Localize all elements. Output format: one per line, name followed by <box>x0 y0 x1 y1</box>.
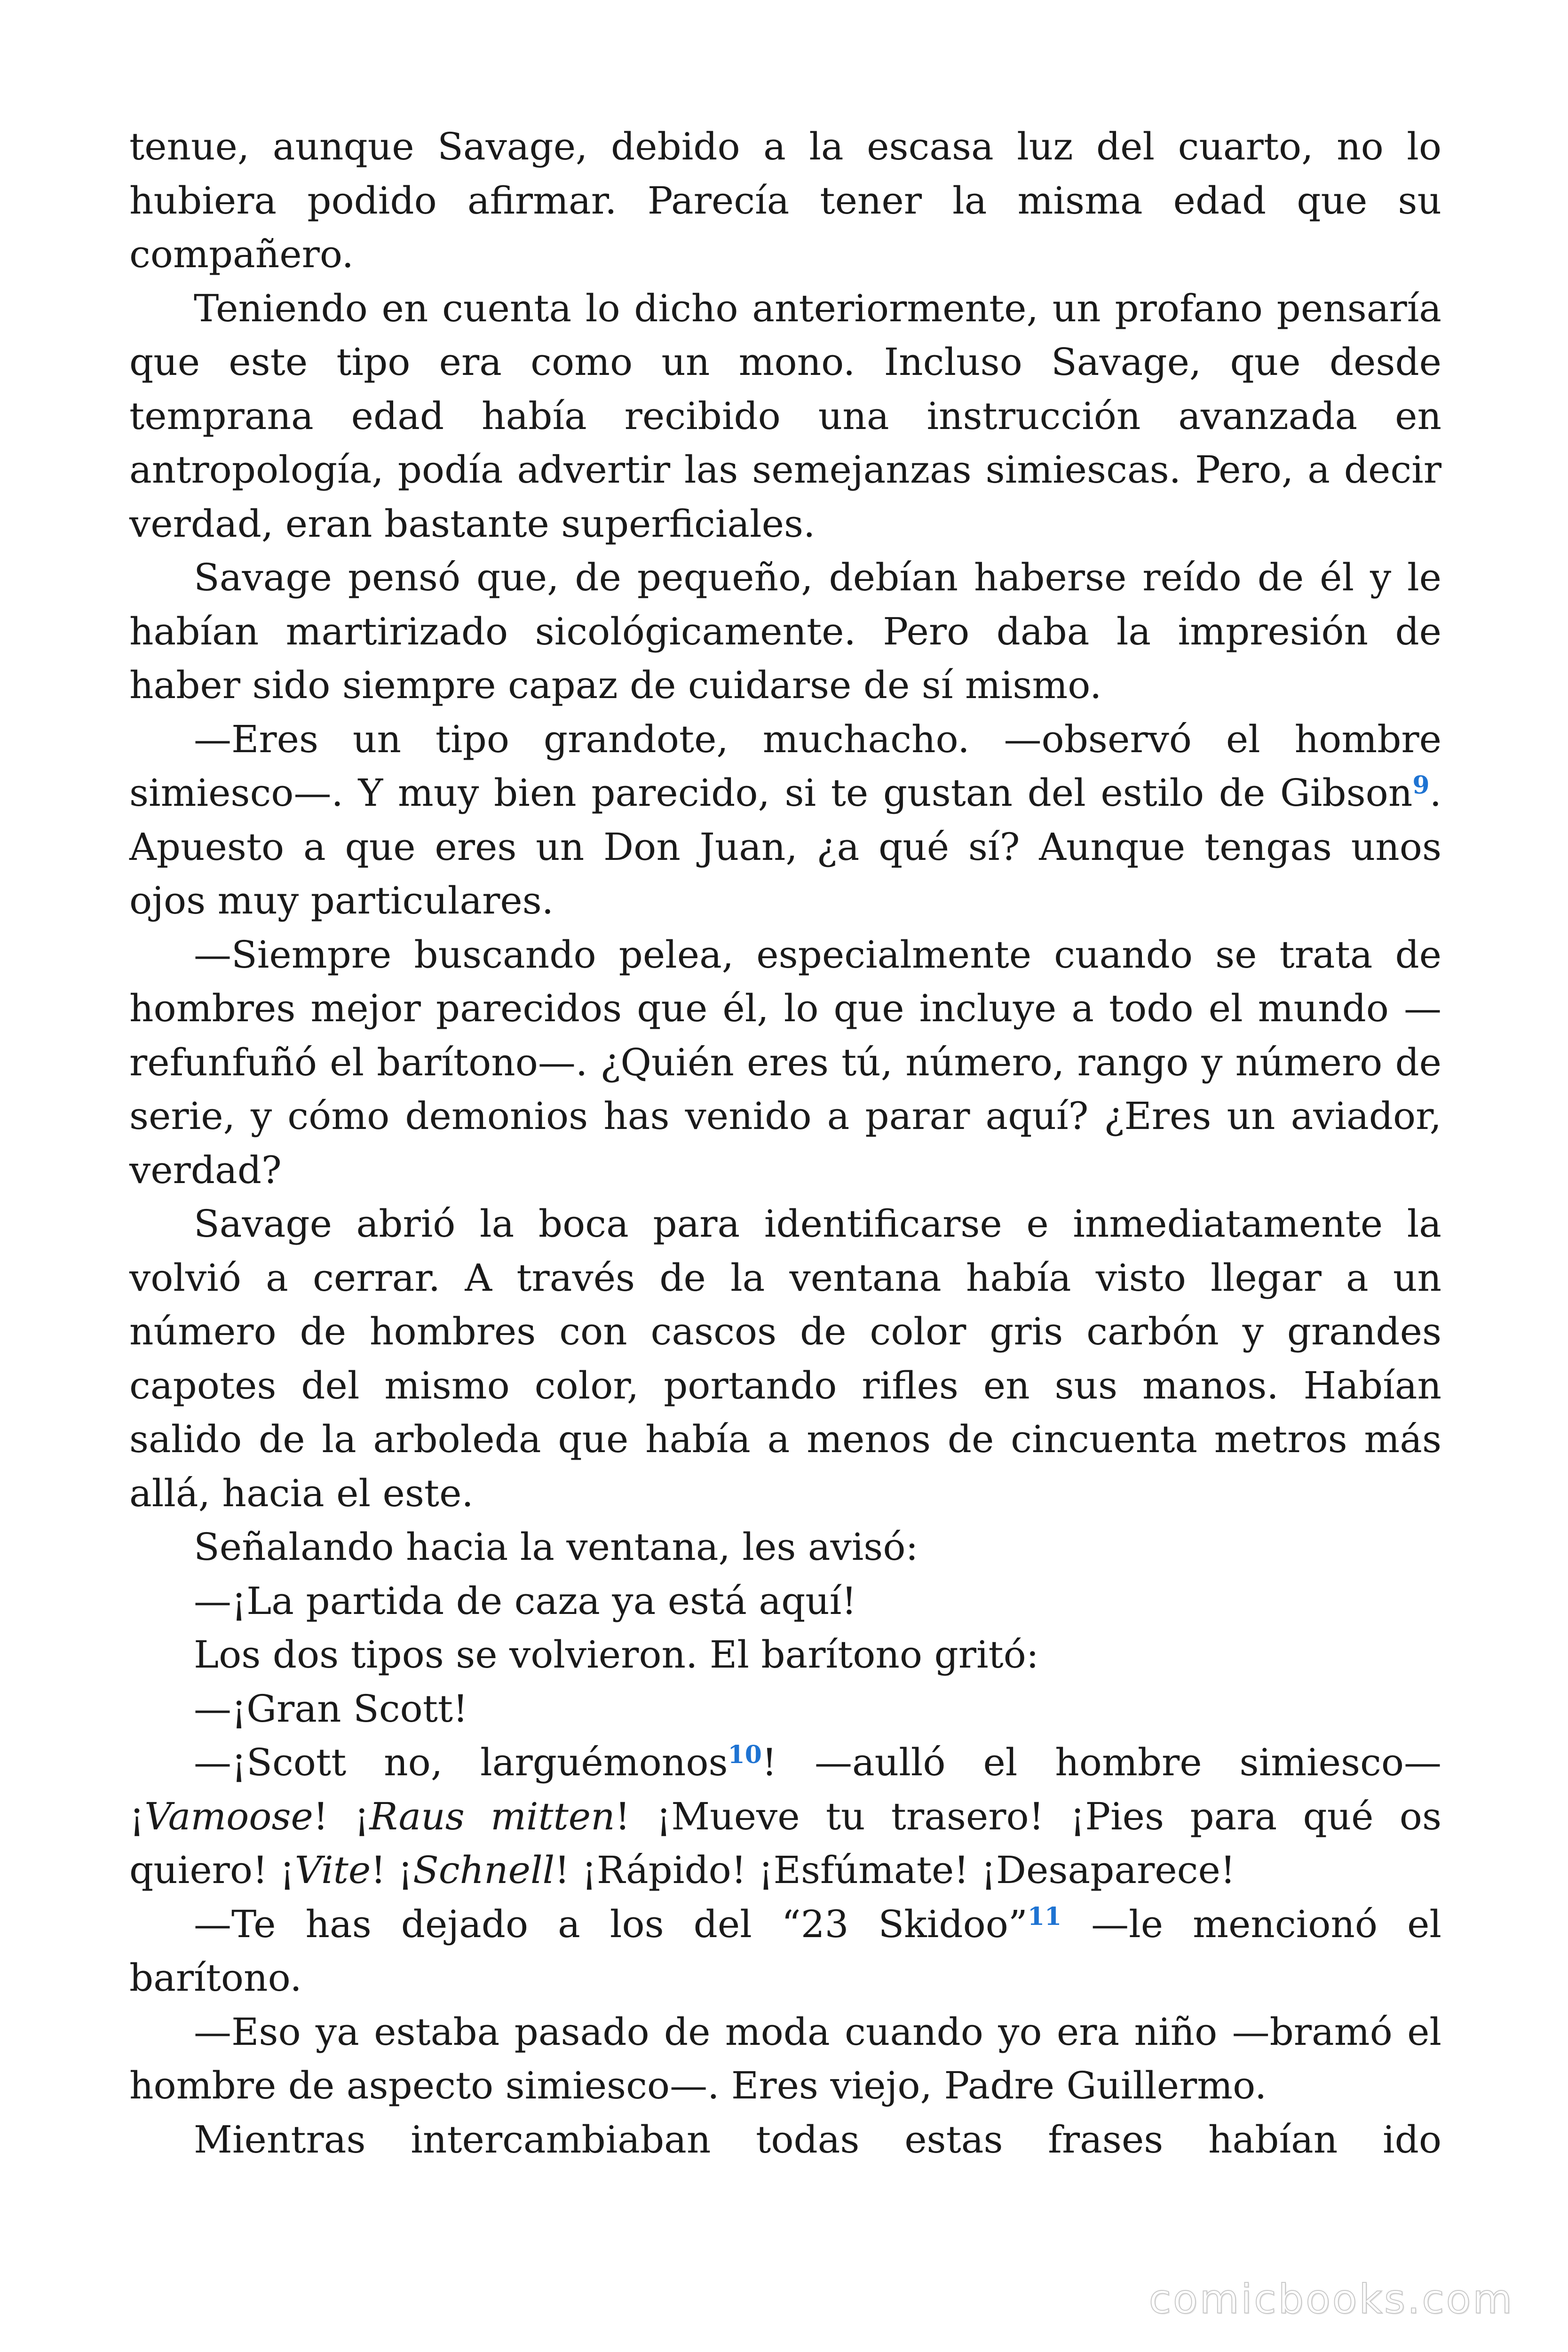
paragraph <box>129 928 1441 1198</box>
paragraph <box>129 1574 1441 1629</box>
body-text <box>129 120 1441 2167</box>
text-run: ! ¡Rápido! ¡Esfúmate! ¡Desaparece! <box>554 1848 1235 1892</box>
paragraph <box>129 1736 1441 1898</box>
text-run: —le mencionó el barítono. <box>129 1902 1442 2000</box>
italic-text: Raus mitten <box>369 1794 615 1838</box>
paragraph <box>129 713 1441 928</box>
footnote-link[interactable]: 9 <box>1412 771 1430 800</box>
italic-text: Schnell <box>412 1848 555 1892</box>
paragraph <box>129 1628 1441 1682</box>
paragraph <box>129 1898 1441 2005</box>
footnote-link[interactable]: 10 <box>728 1740 762 1769</box>
text-run: ! ¡Mueve tu trasero! ¡Pies para qué os quiero! ¡ <box>129 1794 1442 1892</box>
text-run: Mientras intercambiaban todas estas frases habían ido <box>194 2117 1441 2161</box>
text-run: Señalando hacia la ventana, les avisó: <box>194 1525 919 1569</box>
paragraph <box>129 1682 1441 1736</box>
text-run: ! ¡ <box>313 1794 370 1838</box>
italic-text: Vite <box>294 1848 371 1892</box>
text-run: Teniendo en cuenta lo dicho anteriormente, un profano pensaría que este tipo era como un mono. Incluso Savage, que desde temprana edad había recibido una instrucción avanzada en antropología, podía advertir las semejanzas simiescas. Pero, a decir verdad, eran bastante superficiales. <box>129 286 1441 546</box>
text-run: —Siempre buscando pelea, especialmente cuando se trata de hombres mejor parecidos que él, lo que incluye a todo el mundo —refunfuñó el barítono—. ¿Quién eres tú, número, rango y número de serie, y cómo demonios has venido a parar aquí? ¿Eres un aviador, verdad? <box>129 932 1441 1192</box>
paragraph <box>129 2113 1441 2167</box>
text-run: ! —aulló el hombre simiesco— ¡ <box>129 1740 1441 1838</box>
paragraph <box>129 551 1441 713</box>
text-run: tenue, aunque Savage, debido a la escasa luz del cuarto, no lo hubiera podido afirmar. Parecía tener la misma edad que su compañero. <box>129 125 1441 276</box>
text-run: Savage pensó que, de pequeño, debían haberse reído de él y le habían martirizado sicológicamente. Pero daba la impresión de haber sido siempre capaz de cuidarse de sí mismo. <box>129 556 1441 707</box>
text-run: —¡Gran Scott! <box>194 1686 468 1731</box>
paragraph <box>129 2005 1441 2113</box>
paragraph <box>129 1520 1441 1574</box>
text-run: ! ¡ <box>371 1848 413 1892</box>
paragraph <box>129 120 1441 282</box>
text-run: —¡La partida de caza ya está aquí! <box>194 1579 857 1623</box>
italic-text: Vamoose <box>144 1794 313 1838</box>
text-run: —Eres un tipo grandote, muchacho. —observó el hombre simiesco—. Y muy bien parecido, si te gustan del estilo de Gibson <box>129 717 1441 815</box>
footnote-link[interactable]: 11 <box>1027 1902 1062 1931</box>
text-run: . Apuesto a que eres un Don Juan, ¿a qué sí? Aunque tengas unos ojos muy particulares. <box>129 771 1441 922</box>
paragraph <box>129 1197 1441 1520</box>
text-run: Savage abrió la boca para identificarse e inmediatamente la volvió a cerrar. A través de la ventana había visto llegar a un número de hombres con cascos de color gris carbón y grandes capotes del mismo color, portando rifles en sus manos. Habían salido de la arboleda que había a menos de cincuenta metros más allá, hacia el este. <box>129 1202 1441 1515</box>
text-run: —Eso ya estaba pasado de moda cuando yo era niño —bramó el hombre de aspecto simiesco—. Eres viejo, Padre Guillermo. <box>129 2010 1441 2107</box>
text-run: Los dos tipos se volvieron. El barítono gritó: <box>194 1633 1039 1677</box>
text-run: —¡Scott no, larguémonos <box>194 1740 728 1784</box>
watermark: comicbooks.com <box>1148 2276 1514 2323</box>
paragraph <box>129 282 1441 551</box>
text-run: —Te has dejado a los del “23 Skidoo” <box>194 1902 1028 1946</box>
